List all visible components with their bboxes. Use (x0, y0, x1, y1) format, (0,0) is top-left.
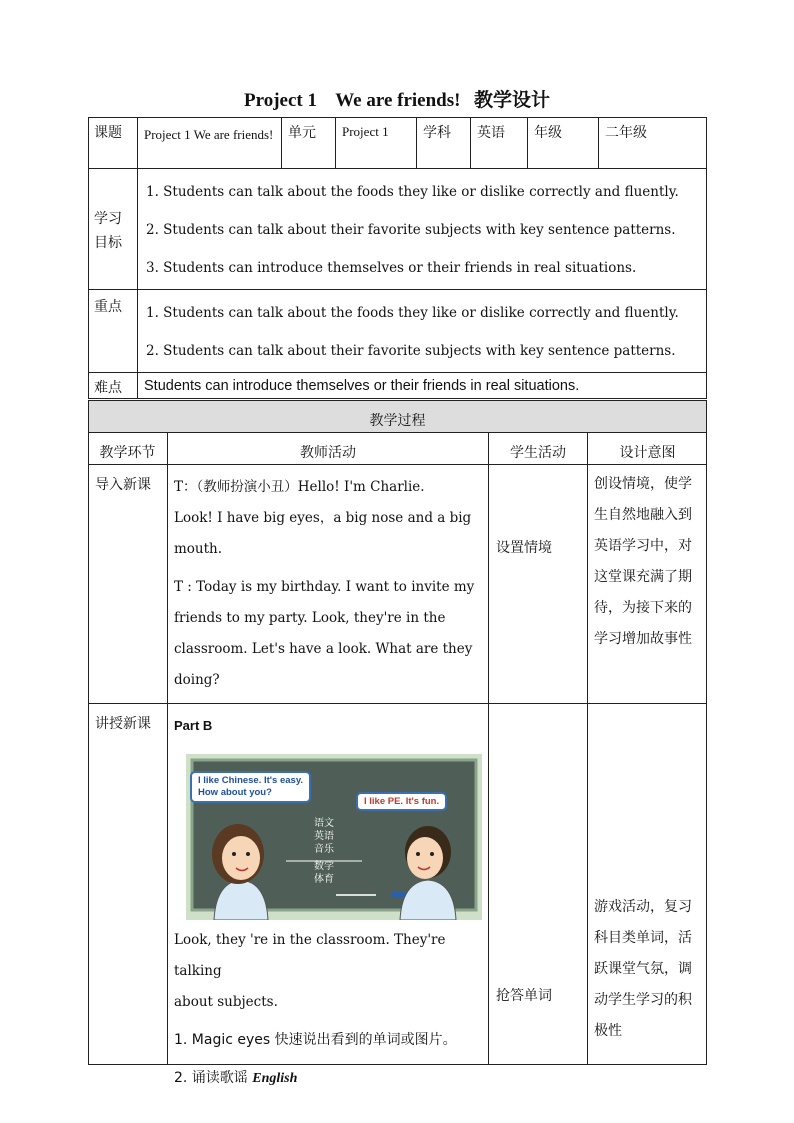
difficulty-text: Students can introduce themselves or their friends in real situations. (144, 378, 580, 394)
objective-item: 2. Students can talk about their favorite subjects with key sentence patterns. (146, 222, 676, 238)
header-stage: 教学环节 (99, 445, 156, 461)
topic-value: Project 1 We are friends! (144, 127, 274, 142)
row2-stage: 讲授新课 (95, 716, 151, 732)
unit-value: Project 1 (342, 124, 389, 139)
row1-student: 设置情境 (496, 540, 552, 556)
subject-value: 英语 (477, 125, 505, 141)
subject-label: 学科 (423, 125, 451, 141)
row1-teacher: T：（教师扮演小丑）Hello! I'm Charlie. Look! I have big eyes，a big nose and a big mouth. T : Today is my birthday. I want to invite my friends to my party. Look, they're in the classroom. Let's have a look. What are they doing? (174, 479, 475, 688)
row2-student: 抢答单词 (496, 988, 552, 1004)
key-point-item: 1. Students can talk about the foods they like or dislike correctly and fluently. (146, 305, 679, 321)
grade-label: 年级 (534, 125, 562, 141)
objective-item: 1. Students can talk about the foods they like or dislike correctly and fluently. (146, 184, 679, 200)
speech-bubble-right: I like PE. It's fun. (356, 792, 447, 811)
speech-bubble-left: I like Chinese. It's easy. How about you? (190, 771, 311, 803)
row2-teacher: Look, they 're in the classroom. They're talking about subjects. 1. Magic eyes 快速说出看到的单词或图片。 2. 诵读歌谣 English (174, 925, 484, 1094)
step-1: 1. Magic eyes 快速说出看到的单词或图片。 (174, 1032, 457, 1048)
unit-label: 单元 (288, 125, 316, 141)
row1-stage: 导入新课 (95, 477, 151, 493)
objectives-list (138, 173, 707, 287)
difficulty-label: 难点 (94, 380, 122, 396)
header-intent: 设计意图 (619, 445, 676, 461)
row2-intent: 游戏活动，复习 科目类单词，活 跃课堂气氛，调 动学生学习的积 极性 (594, 899, 692, 1039)
key-points-label: 重点 (94, 299, 122, 315)
objectives-label: 学习目标 (94, 211, 122, 251)
process-title: 教学过程 (369, 413, 426, 429)
grade-value: 二年级 (605, 125, 647, 141)
row1-intent: 创设情境，使学 生自然地融入到 英语学习中，对 这堂课充满了期 待，为接下来的 学习增加故事性 (594, 476, 692, 647)
header-student: 学生活动 (510, 445, 566, 461)
key-point-item: 2. Students can talk about their favorite subjects with key sentence patterns. (146, 343, 676, 359)
classroom-illustration (186, 754, 482, 920)
part-b-label: Part B (174, 718, 213, 733)
topic-label: 课题 (94, 125, 122, 141)
objective-item: 3. Students can introduce themselves or their friends in real situations. (146, 260, 637, 276)
key-points-list (138, 294, 707, 370)
step-2: 2. 诵读歌谣 English (174, 1070, 298, 1086)
blackboard-subjects: 语文 英语 音乐 数学 体育 (314, 818, 334, 885)
header-teacher: 教师活动 (300, 445, 356, 461)
document-title: Project 1 We are friends! 教学设计 (244, 89, 550, 111)
